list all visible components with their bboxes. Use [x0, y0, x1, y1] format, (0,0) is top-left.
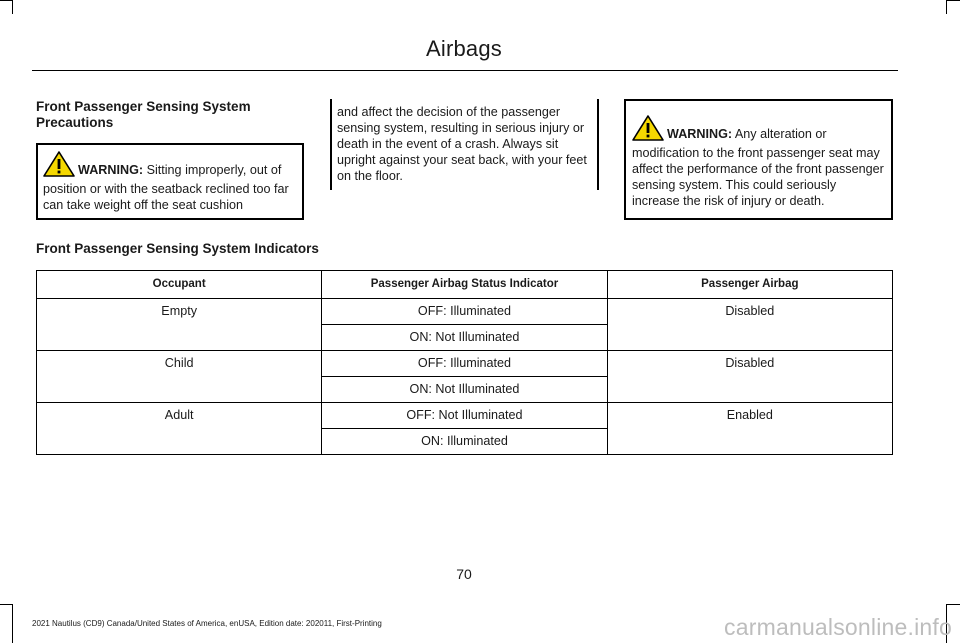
cell-indicator-off: OFF: Illuminated [322, 351, 607, 377]
cell-indicator-off: OFF: Not Illuminated [322, 403, 607, 429]
column-header-occupant: Occupant [37, 271, 322, 299]
crop-mark [0, 0, 12, 1]
warning-text: Any alteration or modification to the front passenger seat may affect the performance of the front passenger sensing system. This could seriously increase the risk of injury or death. [632, 127, 884, 208]
edition-footer: 2021 Nautilus (CD9) Canada/United States of America, enUSA, Edition date: 202011, First-Printing [32, 619, 382, 628]
warning-triangle-icon [43, 151, 75, 181]
cell-airbag: Disabled [607, 351, 892, 403]
crop-mark [12, 604, 13, 643]
warning-paragraph [43, 151, 297, 213]
page-number: 70 [456, 566, 472, 582]
indicator-table [36, 270, 893, 455]
cell-airbag: Disabled [607, 299, 892, 351]
page-title: Airbags [426, 36, 502, 61]
warning-paragraph [632, 115, 885, 209]
warning-box-alteration [624, 99, 893, 220]
cell-occupant: Adult [37, 403, 322, 455]
warning-box-continuation [330, 99, 599, 190]
table-row [37, 351, 893, 377]
cell-indicator-on: ON: Illuminated [322, 429, 607, 455]
warning-text: Sitting improperly, out of position or with the seatback reclined too far can take weight off the seat cushion [43, 163, 289, 212]
crop-mark [946, 0, 947, 14]
table-header-row [37, 271, 893, 299]
crop-mark [12, 0, 13, 14]
warning-box-seating [36, 143, 304, 220]
warning-triangle-icon [632, 115, 664, 145]
crop-mark [946, 604, 960, 605]
watermark[interactable]: carmanualsonline.info [724, 614, 952, 640]
section-heading-precautions: Front Passenger Sensing System Precautions [36, 99, 251, 130]
crop-mark [946, 0, 960, 1]
cell-indicator-off: OFF: Illuminated [322, 299, 607, 325]
cell-indicator-on: ON: Not Illuminated [322, 325, 607, 351]
warning-continuation-text: and affect the decision of the passenger sensing system, resulting in serious injury or death in the event of a crash. Always sit upright against your seat back, with your feet on the floor. [337, 105, 587, 183]
crop-mark [0, 604, 12, 605]
table-row [37, 403, 893, 429]
warning-label: WARNING: [78, 163, 144, 177]
section-heading-indicators: Front Passenger Sensing System Indicators [36, 241, 319, 256]
cell-occupant: Child [37, 351, 322, 403]
column-header-airbag: Passenger Airbag [607, 271, 892, 299]
table-row [37, 299, 893, 325]
column-header-indicator: Passenger Airbag Status Indicator [322, 271, 607, 299]
cell-occupant: Empty [37, 299, 322, 351]
cell-airbag: Enabled [607, 403, 892, 455]
title-divider [32, 70, 898, 71]
cell-indicator-on: ON: Not Illuminated [322, 377, 607, 403]
warning-label: WARNING: [667, 127, 733, 141]
